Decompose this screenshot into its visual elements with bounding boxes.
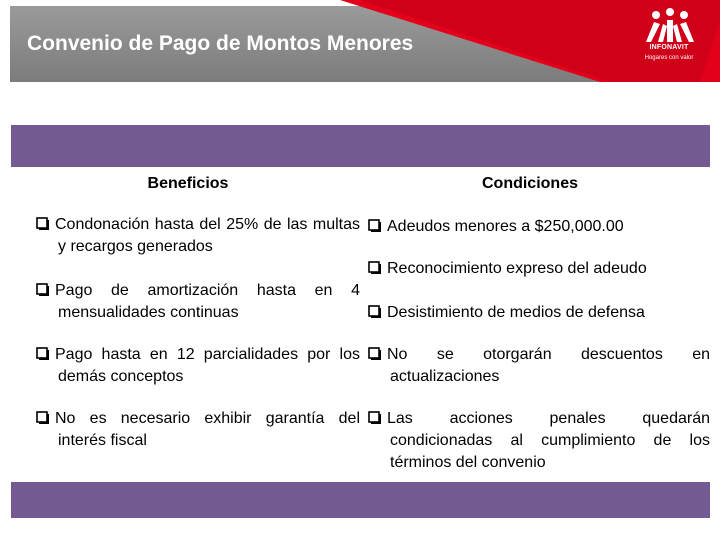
list-item-beneficio-3 [36, 344, 360, 388]
condicion-text: No se otorgarán descuentos en actualizaciones [387, 346, 710, 385]
logo-name: INFONAVIT [649, 44, 689, 51]
beneficio-text: Pago hasta en 12 parcialidades por los demás conceptos [55, 346, 360, 385]
checkbox-bullet-icon [36, 411, 49, 424]
checkbox-bullet-icon [368, 305, 381, 318]
header-bar [0, 0, 720, 82]
checkbox-bullet-icon [368, 219, 381, 232]
bottom-band [11, 482, 710, 518]
condicion-text: Las acciones penales quedarán condicionadas al cumplimiento de los términos del convenio [387, 410, 710, 471]
logo-tagline: Hogares con valor [644, 55, 694, 61]
beneficio-text: No es necesario exhibir garantía del interés fiscal [55, 410, 360, 449]
list-item-condicion-4 [368, 344, 710, 388]
checkbox-bullet-icon [368, 261, 381, 274]
list-item-condicion-1 [368, 216, 710, 238]
list-item-beneficio-4 [36, 408, 360, 452]
checkbox-bullet-icon [36, 283, 49, 296]
checkbox-bullet-icon [36, 347, 49, 360]
checkbox-bullet-icon [368, 347, 381, 360]
heading-beneficios: Beneficios [147, 175, 229, 192]
list-item-beneficio-2 [36, 280, 360, 324]
condicion-text: Desistimiento de medios de defensa [387, 304, 645, 321]
list-item-condicion-2 [368, 258, 710, 280]
top-band [11, 125, 710, 167]
list-item-condicion-5 [368, 408, 710, 474]
condicion-text: Reconocimiento expreso del adeudo [387, 260, 647, 277]
beneficio-text: Condonación hasta del 25% de las multas y recargos generados [55, 216, 360, 255]
condicion-text: Adeudos menores a $250,000.00 [387, 218, 624, 235]
heading-condiciones: Condiciones [481, 175, 578, 192]
checkbox-bullet-icon [36, 217, 49, 230]
beneficio-text: Pago de amortización hasta en 4 mensualidades continuas [55, 282, 360, 321]
list-item-condicion-3 [368, 302, 710, 324]
list-item-beneficio-1 [36, 214, 360, 258]
checkbox-bullet-icon [368, 411, 381, 424]
page-title: Convenio de Pago de Montos Menores [27, 32, 414, 55]
